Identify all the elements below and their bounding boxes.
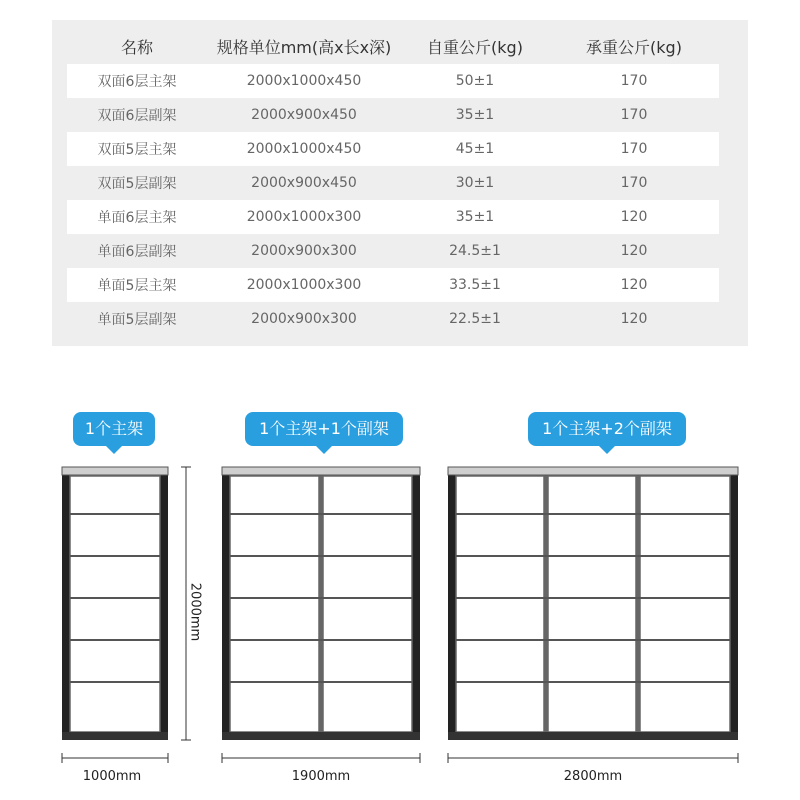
base-plinth: [222, 732, 420, 740]
callout-triple: 1个主架+2个副架: [528, 412, 686, 446]
shelf-triple: [448, 467, 738, 740]
cell-spec: 2000x1000x450: [207, 64, 401, 98]
header-load: 承重公斤(kg): [586, 37, 682, 57]
cell-name: 双面6层副架: [67, 98, 207, 132]
cell-weight: 24.5±1: [401, 234, 549, 268]
cell-load: 170: [549, 98, 719, 132]
shelf-boards: [70, 514, 160, 682]
cell-name: 双面5层主架: [67, 132, 207, 166]
cell-load: 120: [549, 200, 719, 234]
cell-load: 120: [549, 234, 719, 268]
upright-right: [412, 467, 420, 740]
header-name: 名称: [120, 37, 153, 57]
header-weight: 自重公斤(kg): [427, 37, 523, 57]
cell-load: 170: [549, 64, 719, 98]
callout-single: 1个主架: [73, 412, 155, 446]
cell-spec: 2000x900x300: [207, 302, 401, 336]
cell-load: 120: [549, 268, 719, 302]
cell-spec: 2000x1000x300: [207, 200, 401, 234]
cell-weight: 50±1: [401, 64, 549, 98]
upright-left: [62, 467, 70, 740]
cell-load: 170: [549, 132, 719, 166]
cell-name: 单面5层副架: [67, 302, 207, 336]
shelf-single: [62, 467, 168, 740]
cell-weight: 35±1: [401, 98, 549, 132]
callout-double: 1个主架+1个副架: [245, 412, 403, 446]
cell-weight: 22.5±1: [401, 302, 549, 336]
cell-spec: 2000x900x300: [207, 234, 401, 268]
upright-right: [160, 467, 168, 740]
width-dimensions: [62, 753, 738, 763]
cell-name: 单面6层主架: [67, 200, 207, 234]
cell-weight: 45±1: [401, 132, 549, 166]
shelf-double: [222, 467, 420, 740]
base-plinth: [62, 732, 168, 740]
upright-left: [222, 467, 230, 740]
cell-name: 单面5层主架: [67, 268, 207, 302]
cell-weight: 35±1: [401, 200, 549, 234]
cell-spec: 2000x900x450: [207, 166, 401, 200]
cell-name: 双面5层副架: [67, 166, 207, 200]
width-label-double: 1900mm: [291, 769, 351, 784]
cell-name: 双面6层主架: [67, 64, 207, 98]
cell-load: 170: [549, 166, 719, 200]
height-label: 2000mm: [187, 582, 203, 642]
cell-spec: 2000x1000x450: [207, 132, 401, 166]
shelf-boards: [456, 514, 730, 682]
header-spec: 规格单位mm(高x长x深): [216, 37, 392, 57]
top-beam: [62, 467, 168, 475]
base-plinth: [448, 732, 738, 740]
cell-spec: 2000x1000x300: [207, 268, 401, 302]
width-label-single: 1000mm: [82, 769, 142, 784]
width-label-triple: 2800mm: [563, 769, 623, 784]
upright-left: [448, 467, 456, 740]
top-beam: [448, 467, 738, 475]
cell-spec: 2000x900x450: [207, 98, 401, 132]
cell-load: 120: [549, 302, 719, 336]
cell-weight: 33.5±1: [401, 268, 549, 302]
top-beam: [222, 467, 420, 475]
cell-name: 单面6层副架: [67, 234, 207, 268]
upright-right: [730, 467, 738, 740]
cell-weight: 30±1: [401, 166, 549, 200]
